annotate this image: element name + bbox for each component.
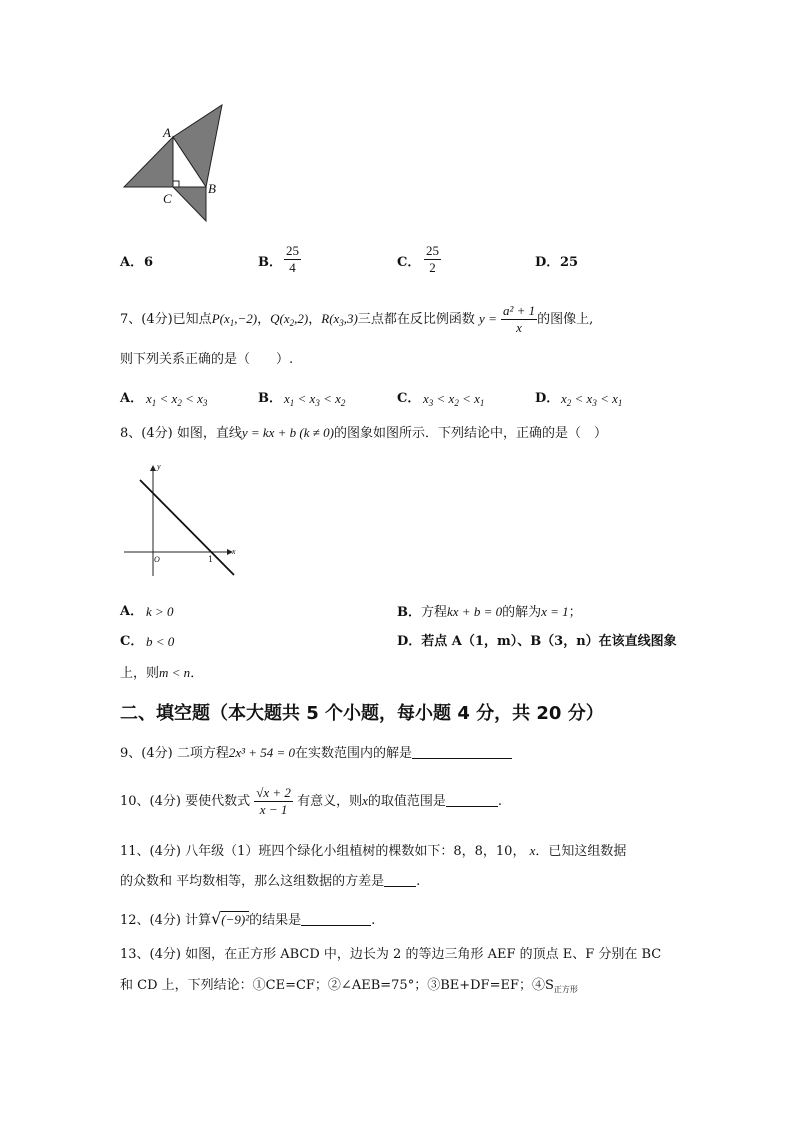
q10-mid: 有意义，则 [297,794,363,809]
q7-option-d-label: D． [535,391,560,406]
q6-option-b-label: B． [258,255,282,270]
q8-option-a: k > 0 [146,604,174,619]
q11-line1-text: 11、(4分) 八年级（1）班四个绿化小组植树的棵数如下：8，8，10， [120,844,526,859]
q6-label-a: A [163,125,171,140]
q8-graph-origin-label: O [154,555,160,564]
q6-option-c-denominator: 2 [429,260,436,275]
q8-option-d-line2 [120,664,203,683]
q10-text: 的取值范围是 [367,794,446,809]
q9-equation: 2x³ + 54 = 0 [228,745,296,760]
q10-fraction [254,785,293,818]
q11-line1 [120,842,626,861]
q8-option-a-label: A． [120,604,144,619]
q9-number: 9、(4分) 二项方程 [120,746,229,761]
q7-option-a: $x_1 < x_2 < x_3$ [146,391,208,408]
q8-option-d [397,633,677,651]
q6-option-c-label: C． [397,255,421,270]
q7-option-b: $x_1 < x_3 < x_2$ [284,391,346,408]
q11-var: x [529,843,536,858]
q8-equation: y = kx + b (k ≠ 0) [241,425,334,440]
q6-option-a-label: A． [120,255,144,270]
q6-label-b: B [208,181,216,196]
q8-option-b-pre: 方程 [421,605,448,620]
q8-line-graph [120,462,245,580]
q6-option-b-fraction [284,243,301,276]
q8-option-b [397,603,582,622]
q11-line2-text: 的众数和 平均数相等，那么这组数据的方差是 [120,874,385,889]
q9-answer-blank[interactable] [412,746,512,759]
q12-answer-blank[interactable] [301,913,371,926]
q6-option-b-denominator: 4 [289,260,296,275]
q11-line1-end: ．已知这组数据 [535,844,627,859]
q6-option-d-label: D． [535,255,560,270]
q11-answer-blank[interactable] [384,874,416,887]
q6-option-c-fraction [424,243,441,276]
q7-stem-line1: 7、(4分)已知点$P(x_1,-2)$，$Q(x_2,2)$，$R(x_3,3)$三点都在反比例函数 y = $\frac{\text{a² + 1}}{x}$ 的图像上, [120,303,594,335]
q10-var: x [362,793,368,808]
q8-option-b-sol: x = 1 [541,604,569,619]
q13-line2 [120,977,578,999]
q7-fraction-numerator: a² + 1 [502,303,536,318]
q8-option-d-line2-pre: 上，则 [120,666,160,681]
q7-option-b-label: B． [258,391,282,406]
q12-expression: (−9)² [221,912,250,927]
q7-stem-line2: 则下列关系正确的是（ ）. [120,352,294,367]
q7-point-r: R [321,311,330,326]
q6-option-a-value: 6 [144,255,154,270]
q8-graph-x-label: x [232,547,236,556]
q12-text: 的结果是 [249,913,302,928]
q8-graph-one-label: 1 [208,555,214,564]
q7-option-d: $x_2 < x_3 < x_1$ [561,391,623,408]
q8-graph-y-label: y [157,462,161,471]
q8-option-d-line2-end: ． [190,666,204,681]
q10-fraction-numerator: √x + 2 [256,785,291,800]
q7-option-a-label: A． [120,391,144,406]
q6-label-c: C [163,191,172,206]
q9-stem [120,744,512,763]
q8-option-b-mid: 的解为 [502,605,542,620]
q7-text-mid: 三点都在反比例函数 [357,312,475,327]
q7-number: 7、(4分)已知点 [120,312,212,327]
q11-line2 [120,873,420,891]
q7-option-c-label: C． [397,391,421,406]
q11-end: . [416,874,421,889]
section2-title: 二、填空题（本大题共 5 个小题，每小题 4 分，共 20 分） [120,703,604,724]
q8-option-b-eq: kx + b = 0 [447,604,503,619]
q7-point-p: P [211,311,220,326]
q7-fraction-denominator: x [516,320,522,335]
q13-line2-text: 和 CD 上，下列结论：①CE=CF；②∠AEB=75°；③BE+DF=EF；④S [120,978,554,993]
q6-option-d-value: 25 [560,255,579,270]
q10-stem [120,785,502,818]
q7-option-c: $x_3 < x_2 < x_1$ [423,391,485,408]
q6-option-b-numerator: 25 [286,243,299,258]
q7-func-y: y = [479,311,497,326]
q9-text: 在实数范围内的解是 [295,746,413,761]
q12-number: 12、(4分) 计算 [120,913,212,928]
q8-option-c-label: C． [120,634,144,649]
q12-sqrt-sign: √ [211,909,222,928]
q10-number: 10、(4分) 要使代数式 [120,794,251,809]
q13-line1: 13、(4分) 如图，在正方形 ABCD 中，边长为 2 的等边三角形 AEF 的顶点 E、F 分别在 BC [120,947,662,962]
q6-left-shaded-triangle [124,137,173,187]
q6-triangle-figure [118,100,228,225]
q8-option-b-label: B． [397,605,421,620]
q13-subscript: 正方形 [553,985,578,994]
q8-stem [120,424,607,443]
q8-option-d-label: D． [397,634,422,649]
q10-fraction-denominator: x − 1 [259,802,288,817]
q7-fraction [501,303,537,336]
q8-text: 的图象如图所示．下列结论中，正确的是（ ） [334,426,608,441]
q6-option-c-numerator: 25 [426,243,439,258]
q8-option-b-end: ； [568,605,582,620]
q12-stem [120,910,375,930]
q8-number: 8、(4分) 如图，直线 [120,426,242,441]
q10-answer-blank[interactable] [446,794,498,807]
q12-end: . [371,913,376,928]
q7-point-q: Q [270,311,280,326]
q8-option-c: b < 0 [146,634,175,649]
q8-option-d-text: 若点 A（1，m）、B（3，n）在该直线图象 [421,634,677,649]
q7-text-end: 的图像上, [537,312,594,327]
q6-bottom-shaded-triangle [173,187,206,221]
q8-option-d-line2-eq: m < n [159,665,191,680]
q10-end: . [497,794,503,809]
